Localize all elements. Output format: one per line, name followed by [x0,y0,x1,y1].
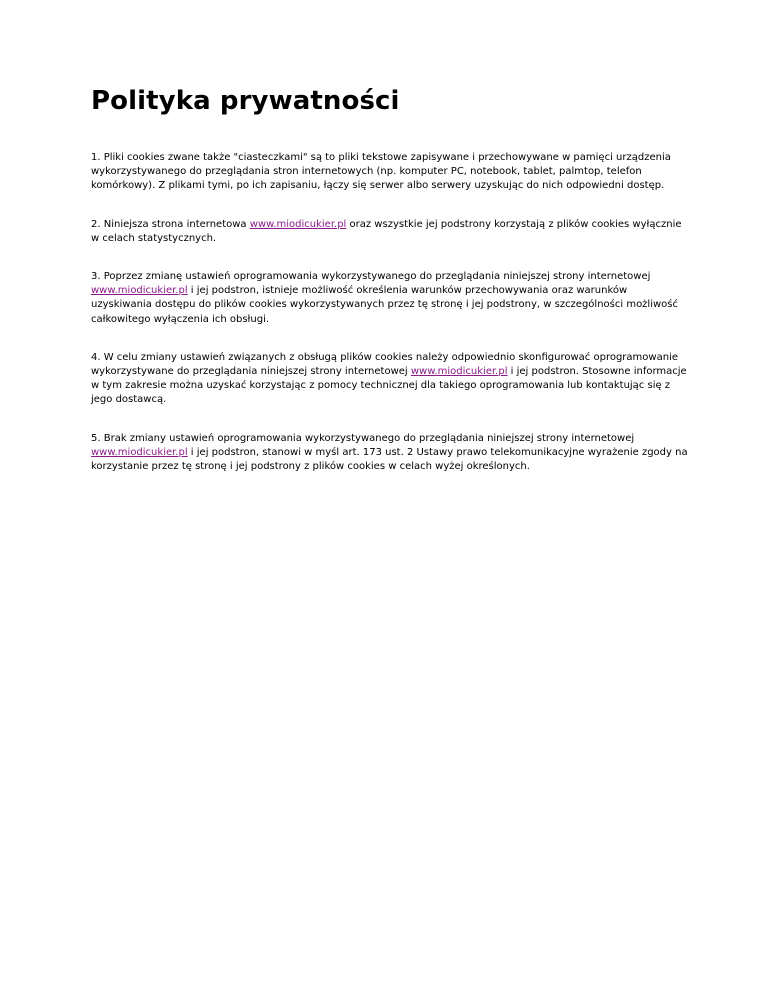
site-link[interactable]: www.miodicukier.pl [249,218,347,230]
paragraph-text: 2. Niniejsza strona internetowa [91,218,250,230]
site-link[interactable]: www.miodicukier.pl [410,366,508,378]
paragraph-2 [91,218,691,246]
site-link[interactable]: www.miodicukier.pl [91,446,188,458]
site-link[interactable]: www.miodicukier.pl [91,285,188,297]
page-title: Polityka prywatności [91,86,400,116]
paragraph-text: i jej podstron, istnieje możliwość określenia warunków przechowywania oraz warunków uzyskiwania dostępu do plików cookies wykorzystywanych przez tę stronę i jej podstrony, w szczególności możliwość całkowitego wyłączenia ich obsługi. [91,285,678,325]
paragraph-text: 4. W celu zmiany ustawień związanych z obsługą plików cookies należy odpowiednio skonfigurować oprogramowanie wykorzystywane do przeglądania niniejszej strony internetowej [91,351,678,378]
paragraph-text: 5. Brak zmiany ustawień oprogramowania wykorzystywanego do przeglądania niniejszej strony internetowej [91,432,635,444]
paragraph-text: i jej podstron. Stosowne informacje w tym zakresie można uzyskać korzystając z pomocy technicznej dla takiego oprogramowania lub kontaktując się z jego dostawcą. [91,366,687,406]
paragraph-text: oraz wszystkie jej podstrony korzystają z plików cookies wyłącznie w celach statystycznych. [91,218,682,244]
paragraph-text: 3. Poprzez zmianę ustawień oprogramowania wykorzystywanego do przeglądania niniejszej strony internetowej [91,271,651,283]
paragraph-5 [91,432,691,475]
document-page [91,84,691,474]
paragraph-4 [91,351,691,408]
paragraph-1: 1. Pliki cookies zwane także "ciasteczkami" są to pliki tekstowe zapisywane i przechowywane w pamięci urządzenia wykorzystywanego do przeglądania stron internetowych (np. komputer PC, notebook, tablet, palmtop, telefon komórkowy). Z plikami tymi, po ich zapisaniu, łączy się serwer albo serwery uzyskując do nich odpowiedni dostęp. [91,152,671,192]
paragraph-3 [91,270,691,327]
paragraph-text: i jej podstron, stanowi w myśl art. 173 ust. 2 Ustawy prawo telekomunikacyjne wyrażenie zgody na korzystanie przez tę stronę i jej podstrony z plików cookies w celach wyżej określonych. [91,446,688,473]
